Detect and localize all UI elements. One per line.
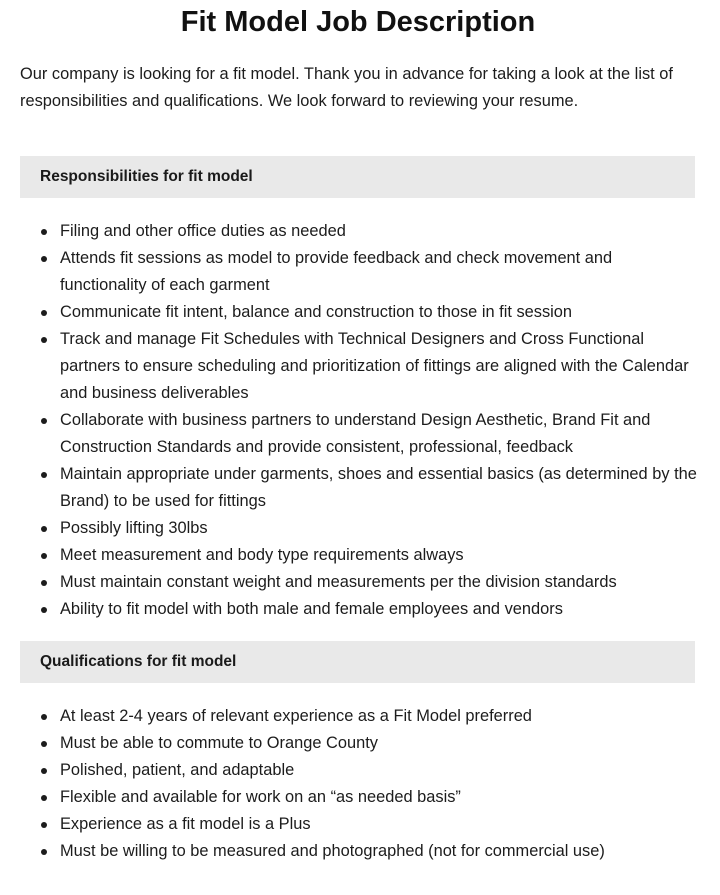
list-item-text: Track and manage Fit Schedules with Technical Designers and Cross Functional partners to ensure scheduling and prioritization of fittings are aligned with the Calendar and business deliverables [60,330,689,402]
list-item-text: Communicate fit intent, balance and construction to those in fit session [60,303,573,321]
list-item-text: Must maintain constant weight and measurements per the division standards [60,573,617,591]
list-item-text: Meet measurement and body type requirements always [60,546,464,564]
bullet-icon [41,256,47,262]
list-item [20,542,700,569]
list-item-text: At least 2-4 years of relevant experience as a Fit Model preferred [60,707,532,725]
list-item [20,784,700,811]
list-item [20,515,700,542]
qualifications-list [20,703,700,865]
list-item-text: Flexible and available for work on an “as needed basis” [60,788,461,806]
list-item [20,811,700,838]
list-item-text: Filing and other office duties as needed [60,222,346,240]
bullet-icon [41,472,47,478]
list-item [20,218,700,245]
bullet-icon [41,714,47,720]
list-item-text: Possibly lifting 30lbs [60,519,208,537]
list-item-text: Collaborate with business partners to understand Design Aesthetic, Brand Fit and Construction Standards and provide consistent, professional, feedback [60,411,651,456]
list-item-text: Attends fit sessions as model to provide feedback and check movement and functionality of each garment [60,249,613,294]
list-item-text: Ability to fit model with both male and female employees and vendors [60,600,563,618]
list-item-text: Experience as a fit model is a Plus [60,815,311,833]
bullet-icon [41,310,47,316]
bullet-icon [41,607,47,613]
list-item-text: Must be able to commute to Orange County [60,734,378,752]
list-item [20,730,700,757]
list-item [20,326,700,407]
responsibilities-heading: Responsibilities for fit model [20,156,695,198]
list-item [20,757,700,784]
bullet-icon [41,553,47,559]
bullet-icon [41,580,47,586]
bullet-icon [41,418,47,424]
bullet-icon [41,741,47,747]
list-item-text: Polished, patient, and adaptable [60,761,295,779]
list-item [20,703,700,730]
bullet-icon [41,795,47,801]
list-item [20,299,700,326]
list-item [20,569,700,596]
list-item [20,461,700,515]
list-item [20,596,700,623]
list-item-text: Must be willing to be measured and photographed (not for commercial use) [60,842,605,860]
responsibilities-list [20,218,700,623]
bullet-icon [41,822,47,828]
list-item [20,838,700,865]
page-title: Fit Model Job Description [180,6,536,38]
qualifications-heading: Qualifications for fit model [20,641,695,683]
list-item [20,245,700,299]
bullet-icon [41,337,47,343]
bullet-icon [41,526,47,532]
bullet-icon [41,768,47,774]
bullet-icon [41,849,47,855]
bullet-icon [41,229,47,235]
intro-paragraph: Our company is looking for a fit model. Thank you in advance for taking a look at the list of responsibilities and qualifications. We look forward to reviewing your resume. [20,65,673,110]
list-item-text: Maintain appropriate under garments, shoes and essential basics (as determined by the Brand) to be used for fittings [60,465,697,510]
list-item [20,407,700,461]
